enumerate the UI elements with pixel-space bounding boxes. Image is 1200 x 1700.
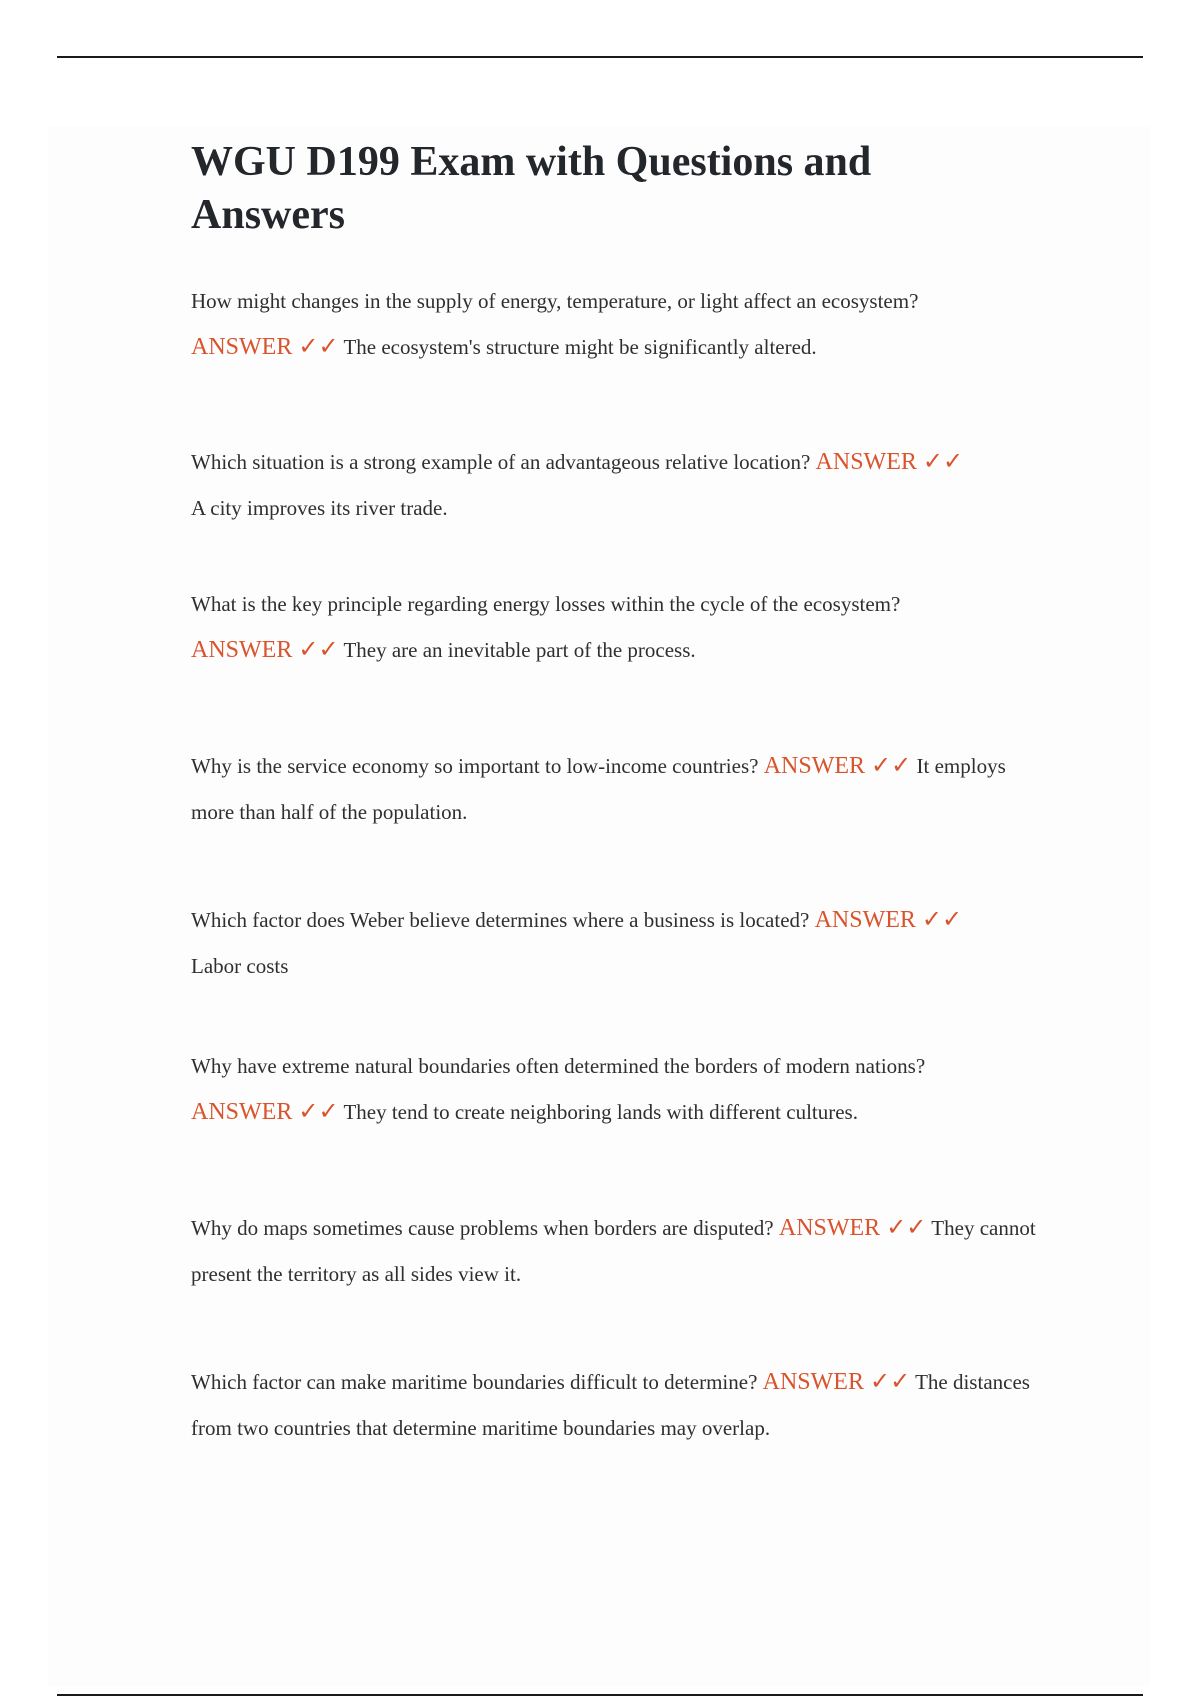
top-rule (57, 56, 1143, 58)
question-text: Why have extreme natural boundaries often determined the borders of modern nations? (191, 1054, 926, 1078)
qa-item-1 (191, 278, 1051, 370)
qa-item-5 (191, 897, 1051, 989)
qa-item-7 (191, 1205, 1051, 1297)
answer-label: ANSWER ✓✓ (191, 1099, 339, 1125)
answer-label: ANSWER ✓✓ (815, 449, 964, 475)
answer-text: They tend to create neighboring lands with different cultures. (343, 1100, 858, 1124)
bottom-rule (57, 1694, 1143, 1696)
answer-label: ANSWER ✓✓ (778, 1215, 927, 1241)
qa-item-8 (191, 1359, 1051, 1451)
answer-text: It employs more than half of the population. (191, 754, 1006, 824)
answer-text: A city improves its river trade. (191, 496, 448, 520)
answer-text: The ecosystem's structure might be significantly altered. (343, 335, 817, 359)
answer-label: ANSWER ✓✓ (814, 907, 963, 933)
answer-text: Labor costs (191, 954, 289, 978)
question-text: Why do maps sometimes cause problems when borders are disputed? (191, 1216, 774, 1240)
page-title: WGU D199 Exam with Questions and Answers (191, 139, 872, 238)
answer-label: ANSWER ✓✓ (191, 334, 339, 360)
question-text: What is the key principle regarding energy losses within the cycle of the ecosystem? (191, 592, 901, 616)
qa-item-6 (191, 1043, 1051, 1135)
answer-text: They are an inevitable part of the process. (343, 638, 696, 662)
question-text: Why is the service economy so important to low-income countries? (191, 754, 759, 778)
question-text: Which factor does Weber believe determines where a business is located? (191, 908, 810, 932)
answer-label: ANSWER ✓✓ (762, 1369, 911, 1395)
question-text: Which situation is a strong example of an advantageous relative location? (191, 450, 811, 474)
answer-label: ANSWER ✓✓ (191, 637, 339, 663)
answer-text: They cannot present the territory as all sides view it. (191, 1216, 1036, 1286)
answer-text: The distances from two countries that determine maritime boundaries may overlap. (191, 1370, 1030, 1440)
document-content (191, 136, 1051, 1451)
question-text: How might changes in the supply of energy, temperature, or light affect an ecosystem? (191, 289, 919, 313)
qa-item-4 (191, 743, 1051, 835)
question-text: Which factor can make maritime boundaries difficult to determine? (191, 1370, 758, 1394)
qa-item-2 (191, 439, 1051, 531)
answer-label: ANSWER ✓✓ (763, 753, 912, 779)
qa-item-3 (191, 581, 1051, 673)
